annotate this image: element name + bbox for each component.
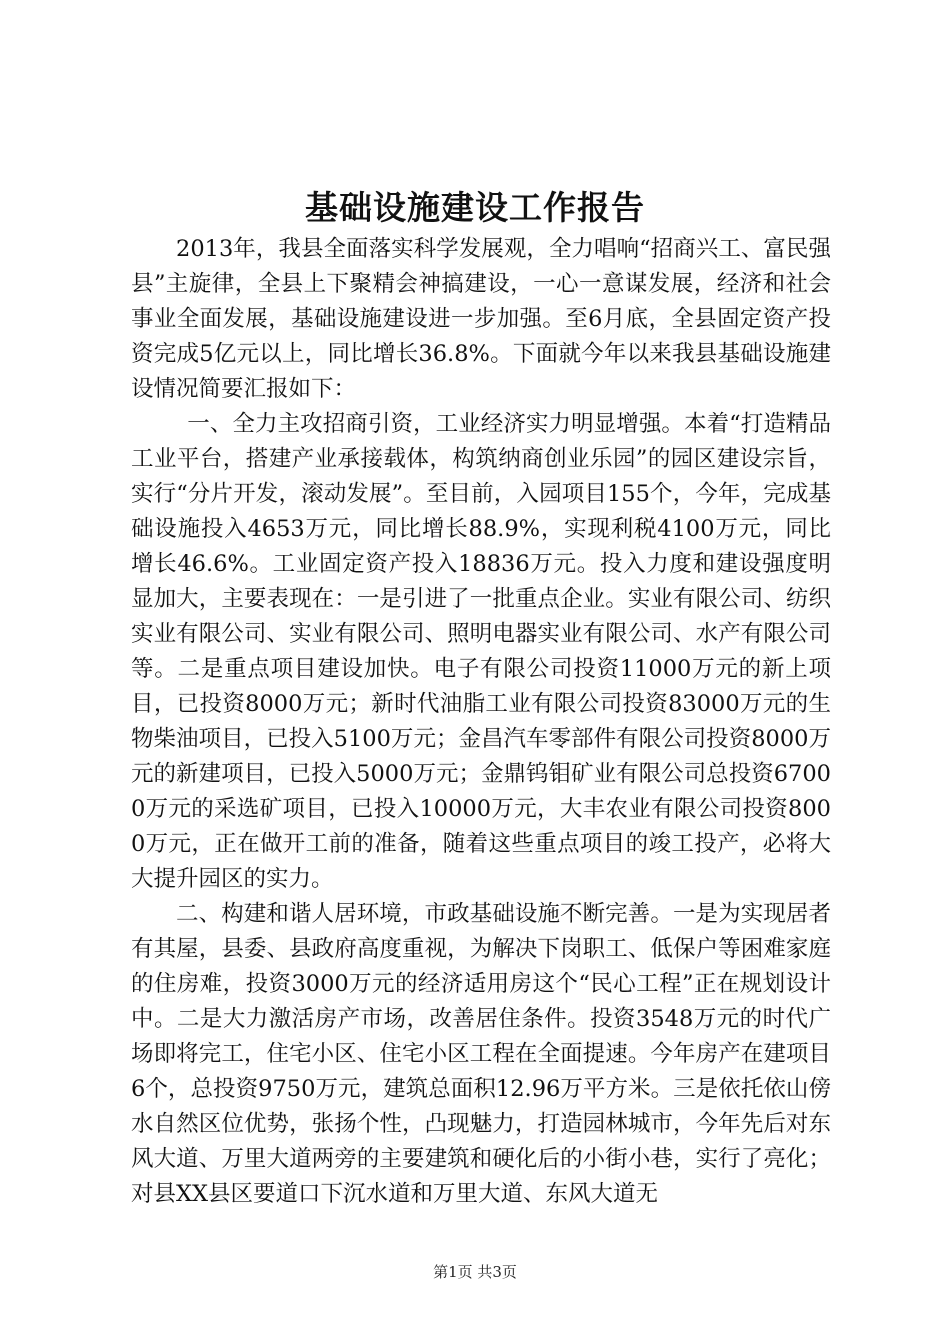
document-title: 基础设施建设工作报告 [305, 188, 645, 227]
page-footer: 第1页 共3页 [433, 1263, 517, 1281]
paragraph-intro: 2013年，我县全面落实科学发展观，全力唱响“招商兴工、富民强县”主旋律，全县上下聚精会神搞建设，一心一意谋发展，经济和社会事业全面发展，基础设施建设进一步加强。至6月底，全县固定资产投资完成5亿元以上，同比增长36.8%。下面就今年以来我县基础设施建设情况简要汇报如下： [131, 236, 831, 402]
document-body [131, 232, 831, 1212]
paragraph-section-1: 一、全力主攻招商引资，工业经济实力明显增强。本着“打造精品工业平台，搭建产业承接载体，构筑纳商创业乐园”的园区建设宗旨，实行“分片开发，滚动发展”。至目前，入园项目155个，今年，完成基础设施投入4653万元，同比增长88.9%，实现利税4100万元，同比增长46.6%。工业固定资产投入18836万元。投入力度和建设强度明显加大，主要表现在：一是引进了一批重点企业。实业有限公司、纺织实业有限公司、实业有限公司、照明电器实业有限公司、水产有限公司等。二是重点项目建设加快。电子有限公司投资11000万元的新上项目，已投资8000万元；新时代油脂工业有限公司投资83000万元的生物柴油项目，已投入5100万元；金昌汽车零部件有限公司投资8000万元的新建项目，已投入5000万元；金鼎钨钼矿业有限公司总投资67000万元的采选矿项目，已投入10000万元，大丰农业有限公司投资8000万元，正在做开工前的准备，随着这些重点项目的竣工投产，必将大大提升园区的实力。 [131, 411, 831, 892]
paragraph-section-2: 二、构建和谐人居环境，市政基础设施不断完善。一是为实现居者有其屋，县委、县政府高度重视，为解决下岗职工、低保户等困难家庭的住房难，投资3000万元的经济适用房这个“民心工程”正在规划设计中。二是大力激活房产市场，改善居住条件。投资3548万元的时代广场即将完工，住宅小区、住宅小区工程在全面提速。今年房产在建项目6个，总投资9750万元，建筑总面积12.96万平方米。三是依托依山傍水自然区位优势，张扬个性，凸现魅力，打造园林城市，今年先后对东风大道、万里大道两旁的主要建筑和硬化后的小街小巷，实行了亮化；对县XX县区要道口下沉水道和万里大道、东风大道无 [131, 901, 831, 1207]
